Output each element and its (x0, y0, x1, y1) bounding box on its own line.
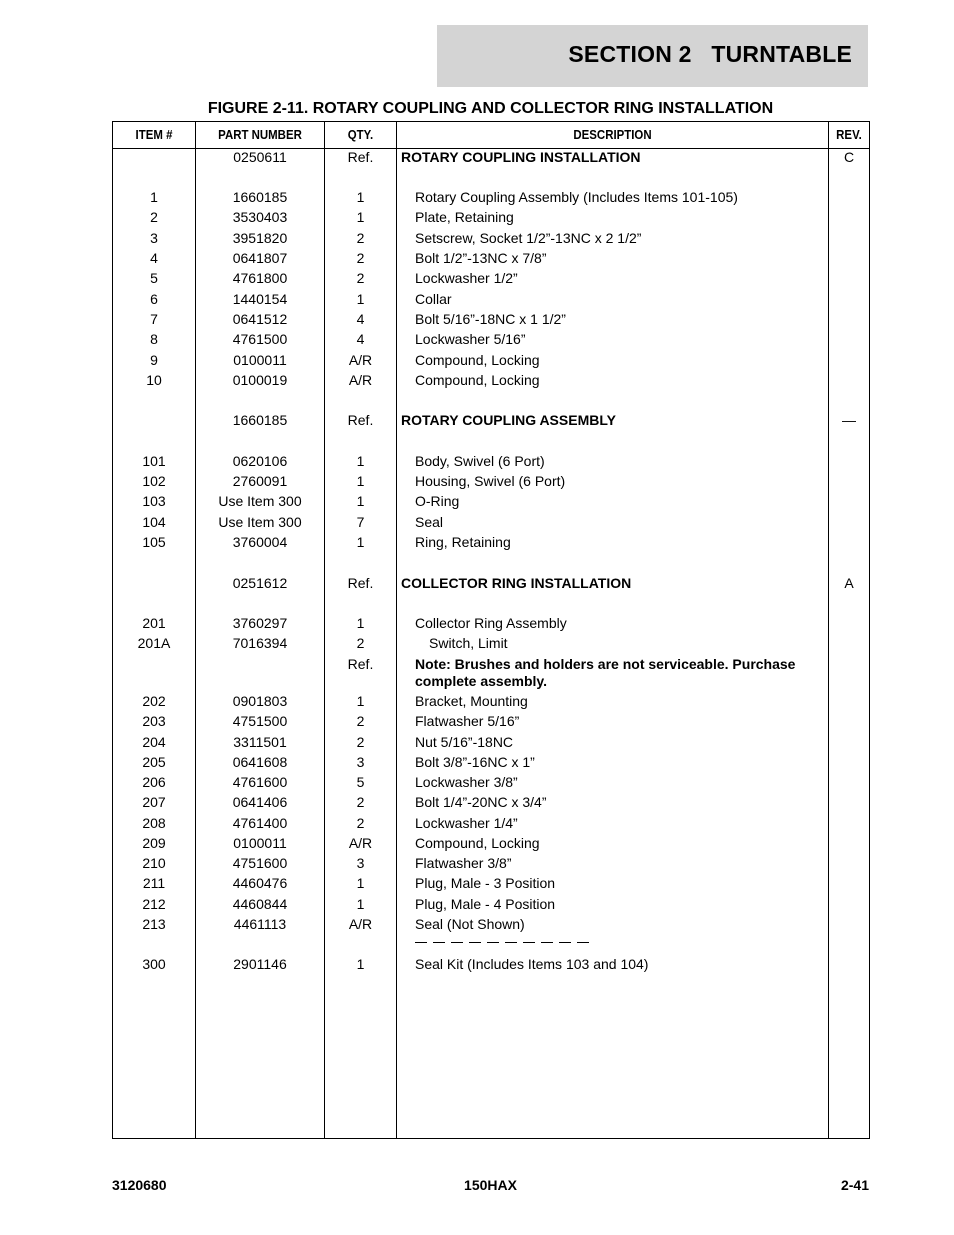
item-cell: 103 (142, 493, 166, 509)
description-cell: Flatwasher 3/8” (415, 855, 512, 871)
qty-cell: A/R (348, 916, 373, 932)
description-cell: Rotary Coupling Assembly (Includes Items 101-105) (415, 189, 738, 205)
part-number-cell: 4761400 (232, 815, 288, 831)
item-cell: 210 (142, 855, 166, 871)
part-number-cell: Use Item 300 (218, 493, 302, 509)
description-cell: Note: Brushes and holders are not serviceable. Purchase complete assembly. (415, 656, 796, 689)
description-cell: O-Ring (415, 493, 460, 509)
column-divider (396, 122, 397, 1138)
part-number-cell: 0250611 (233, 149, 287, 165)
part-number-cell: 0901803 (232, 693, 288, 709)
part-number-cell: 0100011 (233, 352, 287, 368)
description-cell: Compound, Locking (415, 372, 540, 388)
footer-doc-number: 3120680 (112, 1177, 167, 1193)
description-cell: Plug, Male - 3 Position (415, 875, 556, 891)
part-number-cell: 1440154 (232, 291, 288, 307)
part-number-cell: 2901146 (233, 956, 287, 972)
part-number-cell: Use Item 300 (218, 514, 302, 530)
description-cell: Bolt 1/2”-13NC x 7/8” (415, 250, 547, 266)
description-cell: ROTARY COUPLING ASSEMBLY (401, 412, 616, 428)
part-number-cell: 4761600 (232, 774, 288, 790)
column-header-description: DESCRIPTION (573, 127, 652, 142)
dash-separator (415, 942, 605, 944)
description-cell: Bolt 3/8”-16NC x 1” (415, 754, 535, 770)
part-number-cell: 3530403 (232, 209, 288, 225)
footer-page-number: 2-41 (840, 1177, 869, 1193)
qty-cell: 2 (356, 713, 365, 729)
item-cell: 1 (150, 189, 158, 205)
item-cell: 205 (142, 754, 166, 770)
item-cell: 9 (150, 352, 158, 368)
item-cell: 212 (142, 896, 166, 912)
qty-cell: 2 (356, 815, 365, 831)
qty-cell: 4 (356, 331, 365, 347)
item-cell: 3 (150, 230, 158, 246)
description-cell: Bolt 5/16”-18NC x 1 1/2” (415, 311, 566, 327)
item-cell: 104 (142, 514, 166, 530)
qty-cell: 2 (356, 270, 365, 286)
section-header-box (437, 25, 868, 87)
part-number-cell: 0620106 (232, 453, 288, 469)
description-cell: Lockwasher 5/16” (415, 331, 526, 347)
item-cell: 204 (142, 734, 166, 750)
description-cell: Nut 5/16”-18NC (415, 734, 514, 750)
description-cell: Bracket, Mounting (415, 693, 528, 709)
qty-cell: A/R (348, 835, 373, 851)
part-number-cell: 4761800 (232, 270, 288, 286)
item-cell: 207 (142, 794, 166, 810)
part-number-cell: 1660185 (232, 412, 288, 428)
rev-cell: A (844, 575, 854, 591)
qty-cell: 2 (356, 250, 365, 266)
rev-cell: — (842, 412, 856, 428)
item-cell: 208 (142, 815, 166, 831)
description-cell: Flatwasher 5/16” (415, 713, 520, 729)
part-number-cell: 3760004 (232, 534, 288, 550)
qty-cell: Ref. (347, 149, 374, 165)
item-cell: 201 (142, 615, 166, 631)
description-cell: Seal (Not Shown) (415, 916, 525, 932)
part-number-cell: 1660185 (232, 189, 288, 205)
item-cell: 206 (142, 774, 166, 790)
part-number-cell: 4460476 (232, 875, 288, 891)
figure-title: FIGURE 2-11. ROTARY COUPLING AND COLLECTOR RING INSTALLATION (207, 100, 774, 117)
qty-cell: 7 (356, 514, 365, 530)
description-cell: Ring, Retaining (415, 534, 511, 550)
part-number-cell: 4461113 (233, 916, 287, 932)
description-cell: Plug, Male - 4 Position (415, 896, 556, 912)
parts-table (112, 121, 870, 1139)
qty-cell: 1 (356, 473, 365, 489)
qty-cell: 2 (356, 794, 365, 810)
description-cell: ROTARY COUPLING INSTALLATION (401, 149, 641, 165)
item-cell: 102 (142, 473, 166, 489)
description-cell: Setscrew, Socket 1/2”-13NC x 2 1/2” (415, 230, 642, 246)
qty-cell: Ref. (347, 412, 374, 428)
qty-cell: 1 (356, 493, 365, 509)
qty-cell: 1 (356, 615, 365, 631)
part-number-cell: 0641608 (232, 754, 288, 770)
item-cell: 105 (142, 534, 166, 550)
description-cell: Seal Kit (Includes Items 103 and 104) (415, 956, 649, 972)
description-cell: Bolt 1/4”-20NC x 3/4” (415, 794, 547, 810)
qty-cell: 4 (356, 311, 365, 327)
part-number-cell: 0100019 (232, 372, 288, 388)
item-cell: 7 (150, 311, 158, 327)
qty-cell: 5 (356, 774, 365, 790)
qty-cell: Ref. (347, 575, 374, 591)
qty-cell: A/R (348, 372, 373, 388)
item-cell: 209 (142, 835, 166, 851)
item-cell: 10 (146, 372, 162, 388)
part-number-cell: 0251612 (232, 575, 288, 591)
part-number-cell: 0100011 (233, 835, 287, 851)
qty-cell: 1 (356, 896, 365, 912)
description-cell: Compound, Locking (415, 352, 540, 368)
qty-cell: 3 (356, 855, 365, 871)
section-title: SECTION 2 TURNTABLE (568, 41, 852, 67)
column-header-item: ITEM # (135, 127, 173, 142)
qty-cell: 1 (356, 291, 365, 307)
description-cell: Lockwasher 1/2” (415, 270, 518, 286)
description-cell: Switch, Limit (429, 635, 508, 651)
qty-cell: Ref. (347, 656, 374, 672)
item-cell: 8 (150, 331, 158, 347)
part-number-cell: 4761500 (232, 331, 288, 347)
qty-cell: 2 (356, 734, 365, 750)
part-number-cell: 4751600 (232, 855, 288, 871)
column-header-rev: REV. (836, 127, 862, 142)
qty-cell: 1 (356, 209, 365, 225)
part-number-cell: 4460844 (232, 896, 288, 912)
part-number-cell: 3311501 (233, 734, 287, 750)
description-cell: Compound, Locking (415, 835, 540, 851)
description-cell: Lockwasher 1/4” (415, 815, 518, 831)
part-number-cell: 7016394 (232, 635, 288, 651)
description-cell: Housing, Swivel (6 Port) (415, 473, 566, 489)
qty-cell: 2 (356, 230, 365, 246)
qty-cell: 1 (356, 534, 365, 550)
part-number-cell: 4751500 (232, 713, 288, 729)
qty-cell: 1 (356, 189, 365, 205)
qty-cell: 1 (356, 875, 365, 891)
part-number-cell: 0641807 (232, 250, 288, 266)
item-cell: 6 (150, 291, 158, 307)
item-cell: 5 (150, 270, 158, 286)
item-cell: 101 (142, 453, 166, 469)
item-cell: 213 (142, 916, 166, 932)
part-number-cell: 3760297 (232, 615, 288, 631)
qty-cell: A/R (348, 352, 373, 368)
item-cell: 300 (142, 956, 166, 972)
item-cell: 4 (150, 250, 158, 266)
part-number-cell: 2760091 (232, 473, 288, 489)
item-cell: 202 (142, 693, 166, 709)
item-cell: 211 (142, 875, 166, 891)
description-cell: Body, Swivel (6 Port) (415, 453, 545, 469)
qty-cell: 3 (356, 754, 365, 770)
item-cell: 201A (137, 635, 171, 651)
item-cell: 2 (150, 209, 158, 225)
qty-cell: 1 (356, 693, 365, 709)
item-cell: 203 (142, 713, 166, 729)
footer-model: 150HAX (464, 1177, 517, 1193)
qty-cell: 2 (356, 635, 365, 651)
description-cell: Lockwasher 3/8” (415, 774, 518, 790)
part-number-cell: 0641512 (232, 311, 288, 327)
column-header-part-number: PART NUMBER (218, 127, 302, 142)
column-header-qty: QTY. (347, 127, 374, 142)
description-cell: Collector Ring Assembly (415, 615, 567, 631)
part-number-cell: 3951820 (232, 230, 288, 246)
description-cell: Seal (415, 514, 444, 530)
description-cell: COLLECTOR RING INSTALLATION (401, 575, 632, 591)
description-cell: Collar (415, 291, 452, 307)
qty-cell: 1 (356, 956, 365, 972)
description-cell: Plate, Retaining (415, 209, 514, 225)
qty-cell: 1 (356, 453, 365, 469)
rev-cell: C (843, 149, 855, 165)
part-number-cell: 0641406 (232, 794, 288, 810)
